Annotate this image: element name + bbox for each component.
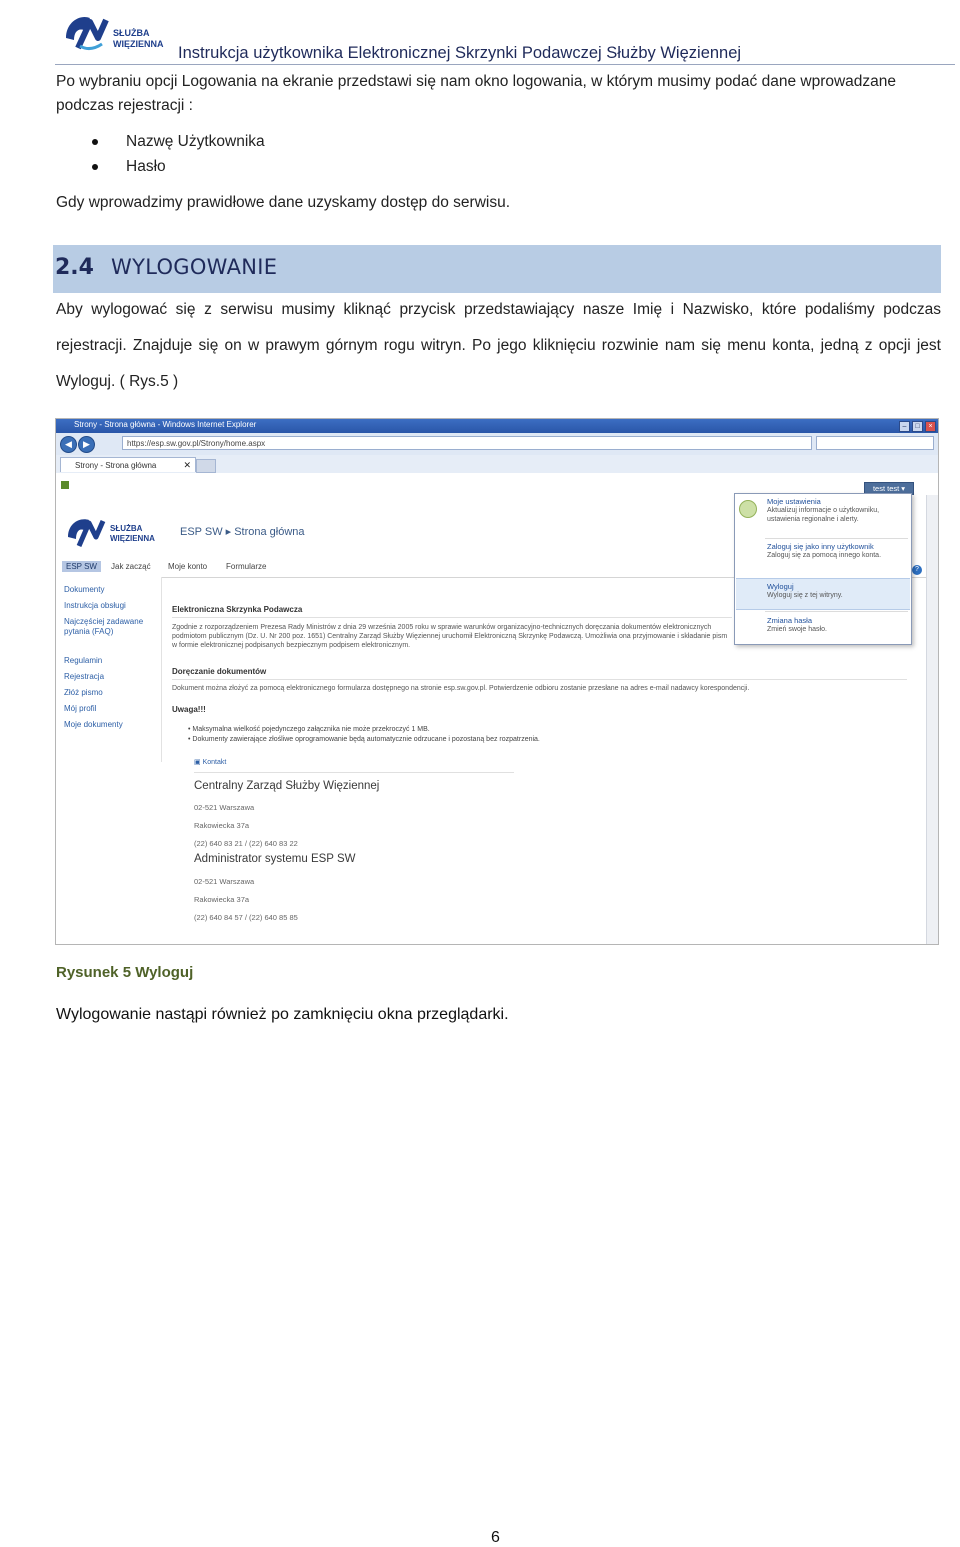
- site-breadcrumb[interactable]: ESP SW ▸ Strona główna: [180, 526, 305, 538]
- svg-text:WIĘZIENNA: WIĘZIENNA: [110, 534, 155, 543]
- intro-paragraph: Po wybraniu opcji Logowania na ekranie przedstawi się nam okno logowania, w którym musimy podać dane wprowadzane podczas rejestracji :: [56, 73, 897, 114]
- org-address: Rakowiecka 37a: [194, 821, 250, 830]
- menu-divider: [765, 538, 908, 539]
- org-name: Centralny Zarząd Służby Więziennej: [194, 780, 380, 792]
- figure-screenshot: [55, 418, 939, 945]
- page-number: 6: [491, 1529, 500, 1546]
- divider: [172, 617, 732, 618]
- nav-formularze[interactable]: Formularze: [226, 562, 267, 571]
- menu-item-moje-ustawienia[interactable]: Moje ustawienia Aktualizuj informacje o użytkowniku, ustawienia regionalne i alerty.: [767, 497, 880, 523]
- org-phone: (22) 640 84 57 / (22) 640 85 85: [194, 913, 298, 922]
- document-header-title: Instrukcja użytkownika Elektronicznej Skrzynki Podawczej Służby Więziennej: [178, 44, 742, 62]
- tab-close-icon[interactable]: ✕: [183, 460, 191, 470]
- menu-item-wyloguj[interactable]: Wyloguj Wyloguj się z tej witryny.: [767, 582, 843, 599]
- browser-tab[interactable]: [60, 457, 196, 472]
- menu-item-zaloguj-inny[interactable]: Zaloguj się jako inny użytkownik Zaloguj się za pomocą innego konta.: [767, 542, 882, 559]
- section-heading: [53, 245, 941, 293]
- figure-caption: Rysunek 5 Wyloguj: [56, 964, 194, 981]
- minimize-icon[interactable]: –: [899, 421, 910, 432]
- section-title: WYLOGOWANIE: [111, 255, 278, 279]
- site-top-bar: [56, 473, 938, 495]
- content-heading: Uwaga!!!: [172, 705, 206, 714]
- left-menu-item[interactable]: Najczęściej zadawane pytania (FAQ): [64, 617, 144, 636]
- left-menu-item[interactable]: Dokumenty: [64, 585, 105, 594]
- left-menu-item[interactable]: Regulamin: [64, 656, 103, 665]
- nav-esp-sw[interactable]: ESP SW: [62, 561, 101, 572]
- tab-label: Strony - Strona główna: [75, 461, 157, 470]
- ie-window-title: Strony - Strona główna - Windows Internet Explorer: [74, 420, 257, 429]
- section-paragraph: Aby wylogować się z serwisu musimy kliknąć przycisk przedstawiający nasze Imię i Nazwisko, które podaliśmy podczas rejestracji. Znajduje się on w prawym górnym rogu witryn. Po jego kliknięciu rozwinie nam się menu konta, jedną z opcji jest Wyloguj. ( Rys.5 ): [56, 301, 941, 390]
- window-controls: [899, 421, 936, 432]
- nav-moje-konto[interactable]: Moje konto: [168, 562, 208, 571]
- site-icon: [61, 481, 69, 489]
- content-paragraph: Dokument można złożyć za pomocą elektronicznego formularza dostępnego na stronie esp.sw.gov.pl. Potwierdzenie odbioru zostanie przesłane na adres e-mail nadawcy korespondencji.: [172, 685, 750, 692]
- back-arrow-icon[interactable]: ◀: [60, 436, 77, 453]
- section-number: 2.4: [55, 255, 94, 280]
- left-menu: [56, 577, 162, 762]
- org-address: Rakowiecka 37a: [194, 895, 250, 904]
- closing-paragraph: Wylogowanie nastąpi również po zamknięciu okna przeglądarki.: [56, 1006, 509, 1023]
- search-input[interactable]: [816, 436, 934, 450]
- menu-divider: [765, 611, 908, 612]
- divider: [172, 679, 907, 680]
- org-phone: (22) 640 83 21 / (22) 640 83 22: [194, 839, 298, 848]
- logo-text: SŁUŻBA WIĘZIENNA: [113, 28, 164, 49]
- left-menu-item[interactable]: Rejestracja: [64, 672, 105, 681]
- left-menu-item[interactable]: Mój profil: [64, 704, 97, 713]
- address-bar-row: [56, 433, 938, 456]
- menu-item-zmiana-hasla[interactable]: Zmiana hasła Zmień swoje hasło.: [767, 616, 827, 633]
- scrollbar[interactable]: [926, 495, 938, 944]
- list-item: Nazwę Użytkownika: [56, 129, 265, 154]
- content-heading: Doręczanie dokumentów: [172, 667, 267, 676]
- content-heading: Elektroniczna Skrzynka Podawcza: [172, 605, 303, 614]
- note-item: • Maksymalna wielkość pojedynczego załącznika nie może przekroczyć 1 MB.: [188, 726, 430, 733]
- svg-text:SŁUŻBA: SŁUŻBA: [110, 524, 143, 533]
- nav-jak-zaczac[interactable]: Jak zacząć: [111, 562, 151, 571]
- new-tab-button[interactable]: [196, 459, 216, 473]
- forward-arrow-icon[interactable]: ▶: [78, 436, 95, 453]
- address-input[interactable]: https://esp.sw.gov.pl/Strony/home.aspx: [122, 436, 812, 450]
- site-logo: [64, 511, 174, 551]
- close-icon[interactable]: ×: [925, 421, 936, 432]
- help-icon[interactable]: ?: [912, 565, 922, 575]
- list-item: Hasło: [56, 154, 265, 179]
- left-menu-item[interactable]: Instrukcja obsługi: [64, 601, 126, 610]
- login-fields-list: [56, 129, 265, 179]
- divider: [194, 772, 514, 773]
- user-account-button[interactable]: test test ▾: [864, 482, 914, 496]
- account-menu: [734, 493, 912, 645]
- content-paragraph: Zgodnie z rozporządzeniem Prezesa Rady Ministrów z dnia 29 września 2005 roku w sprawie warunków organizacyjno-technicznych doręczania dokumentów elektronicznych podmiotom publicznym (Dz. U. Nr 200 poz. 1651) Centralny Zarząd Służby Więziennej uruchomił Elektroniczną Skrzynkę Podawczą. Umożliwia ona przyjmowanie i składanie pism w formie elektronicznej podpisanych bezpiecznym podpisem elektronicznym.: [172, 624, 728, 649]
- header-divider: [55, 64, 955, 65]
- org-name: Administrator systemu ESP SW: [194, 853, 356, 865]
- tab-strip: [56, 455, 938, 474]
- settings-icon: [739, 500, 757, 518]
- note-item: • Dokumenty zawierające złośliwe oprogramowanie będą automatycznie odrzucane i pozostaną bez rozpatrzenia.: [188, 736, 540, 743]
- ie-title-bar: [56, 419, 938, 433]
- org-address: 02-521 Warszawa: [194, 803, 255, 812]
- left-menu-item[interactable]: Moje dokumenty: [64, 720, 123, 729]
- maximize-icon[interactable]: □: [912, 421, 923, 432]
- org-address: 02-521 Warszawa: [194, 877, 255, 886]
- contact-link[interactable]: ▣ Kontakt: [194, 759, 227, 766]
- access-paragraph: Gdy wprowadzimy prawidłowe dane uzyskamy dostęp do serwisu.: [56, 194, 511, 211]
- left-menu-item[interactable]: Złóż pismo: [64, 688, 103, 697]
